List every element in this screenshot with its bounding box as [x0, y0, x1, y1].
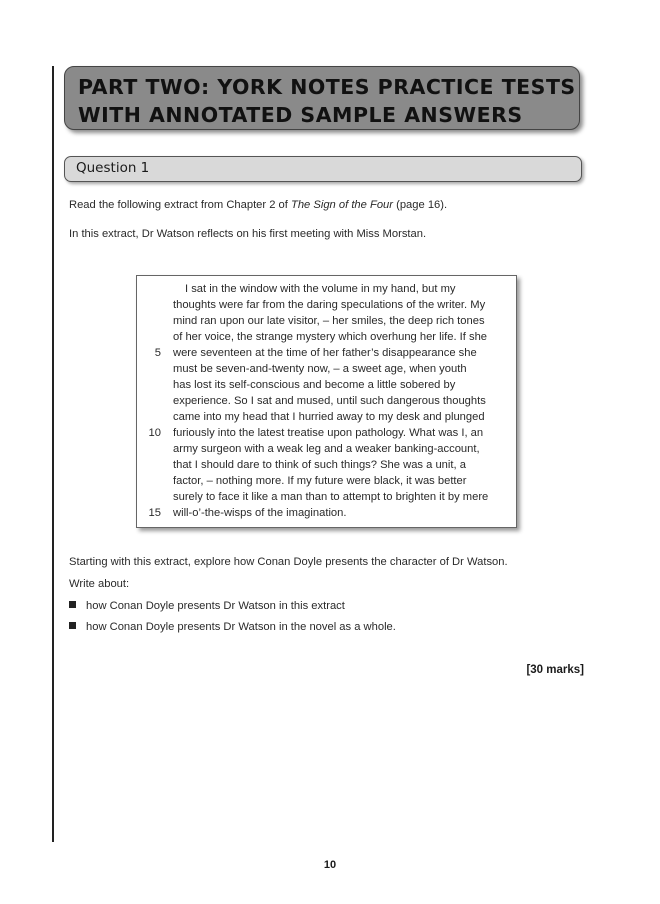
- extract-text: came into my head that I hurried away to my desk and plunged: [173, 411, 485, 423]
- intro-line-1-prefix: Read the following extract from Chapter 2 of: [69, 199, 291, 211]
- extract-text: will-o’-the-wisps of the imagination.: [173, 507, 347, 519]
- extract-text: of her voice, the strange mystery which overhung her life. If she: [173, 331, 488, 343]
- extract-line: [137, 377, 518, 393]
- extract-text: experience. So I sat and mused, until such dangerous thoughts: [173, 395, 486, 407]
- extract-line: [137, 505, 518, 521]
- question-label: Question 1: [76, 160, 150, 176]
- square-bullet-icon: [69, 601, 76, 608]
- extract-text: factor, – nothing more. If my future were black, it was better: [173, 475, 467, 487]
- extract-line: [137, 473, 518, 489]
- extract-line: [137, 281, 518, 297]
- extract-line: [137, 313, 518, 329]
- extract-line: [137, 425, 518, 441]
- extract-text: must be seven-and-twenty now, – a sweet age, when youth: [173, 363, 467, 375]
- extract-text: furiously into the latest treatise upon pathology. What was I, an: [173, 427, 484, 439]
- line-number: 5: [154, 347, 161, 359]
- task-bullet: [69, 621, 396, 633]
- extract-line: [137, 441, 518, 457]
- square-bullet-icon: [69, 622, 76, 629]
- extract-text: surely to face it like a man than to attempt to brighten it by mere: [173, 491, 489, 503]
- extract-text: thoughts were far from the daring speculations of the writer. My: [173, 299, 486, 311]
- extract-text: were seventeen at the time of her father’s disappearance she: [173, 347, 477, 359]
- task-bullet: [69, 600, 345, 612]
- extract-text: that I should dare to think of such things? She was a unit, a: [173, 459, 466, 471]
- task-bullet-text: how Conan Doyle presents Dr Watson in the novel as a whole.: [86, 621, 396, 633]
- page-number: 10: [323, 859, 337, 871]
- extract-box: [136, 275, 517, 528]
- part-banner: [64, 66, 580, 130]
- extract-line: [137, 457, 518, 473]
- intro-line-1-suffix: (page 16).: [393, 199, 448, 211]
- marks-label: [30 marks]: [526, 664, 584, 676]
- extract-line: [137, 297, 518, 313]
- margin-rule: [52, 66, 54, 842]
- extract-line: [137, 393, 518, 409]
- task-bullet-text: how Conan Doyle presents Dr Watson in this extract: [86, 600, 345, 612]
- intro-line-2: In this extract, Dr Watson reflects on his first meeting with Miss Morstan.: [69, 228, 427, 240]
- extract-line: [137, 329, 518, 345]
- line-number: 15: [148, 507, 161, 519]
- part-title-line-1: PART TWO: YORK NOTES PRACTICE TESTS: [78, 75, 576, 99]
- extract-line: [137, 409, 518, 425]
- extract-line: [137, 345, 518, 361]
- question-heading: [64, 156, 582, 182]
- intro-line-1: [69, 199, 447, 211]
- part-title-line-2: WITH ANNOTATED SAMPLE ANSWERS: [78, 103, 523, 127]
- extract-line: [137, 489, 518, 505]
- extract-text: I sat in the window with the volume in my hand, but my: [185, 283, 456, 295]
- extract-text: mind ran upon our late visitor, – her smiles, the deep rich tones: [173, 315, 485, 327]
- book-title: The Sign of the Four: [291, 199, 393, 211]
- extract-text: has lost its self-conscious and become a little sobered by: [173, 379, 456, 391]
- write-about-label: Write about:: [69, 578, 130, 590]
- extract-text: army surgeon with a weak leg and a weaker banking-account,: [173, 443, 480, 455]
- task-prompt: Starting with this extract, explore how Conan Doyle presents the character of Dr Watson.: [69, 556, 508, 568]
- line-number: 10: [148, 427, 161, 439]
- extract-line: [137, 361, 518, 377]
